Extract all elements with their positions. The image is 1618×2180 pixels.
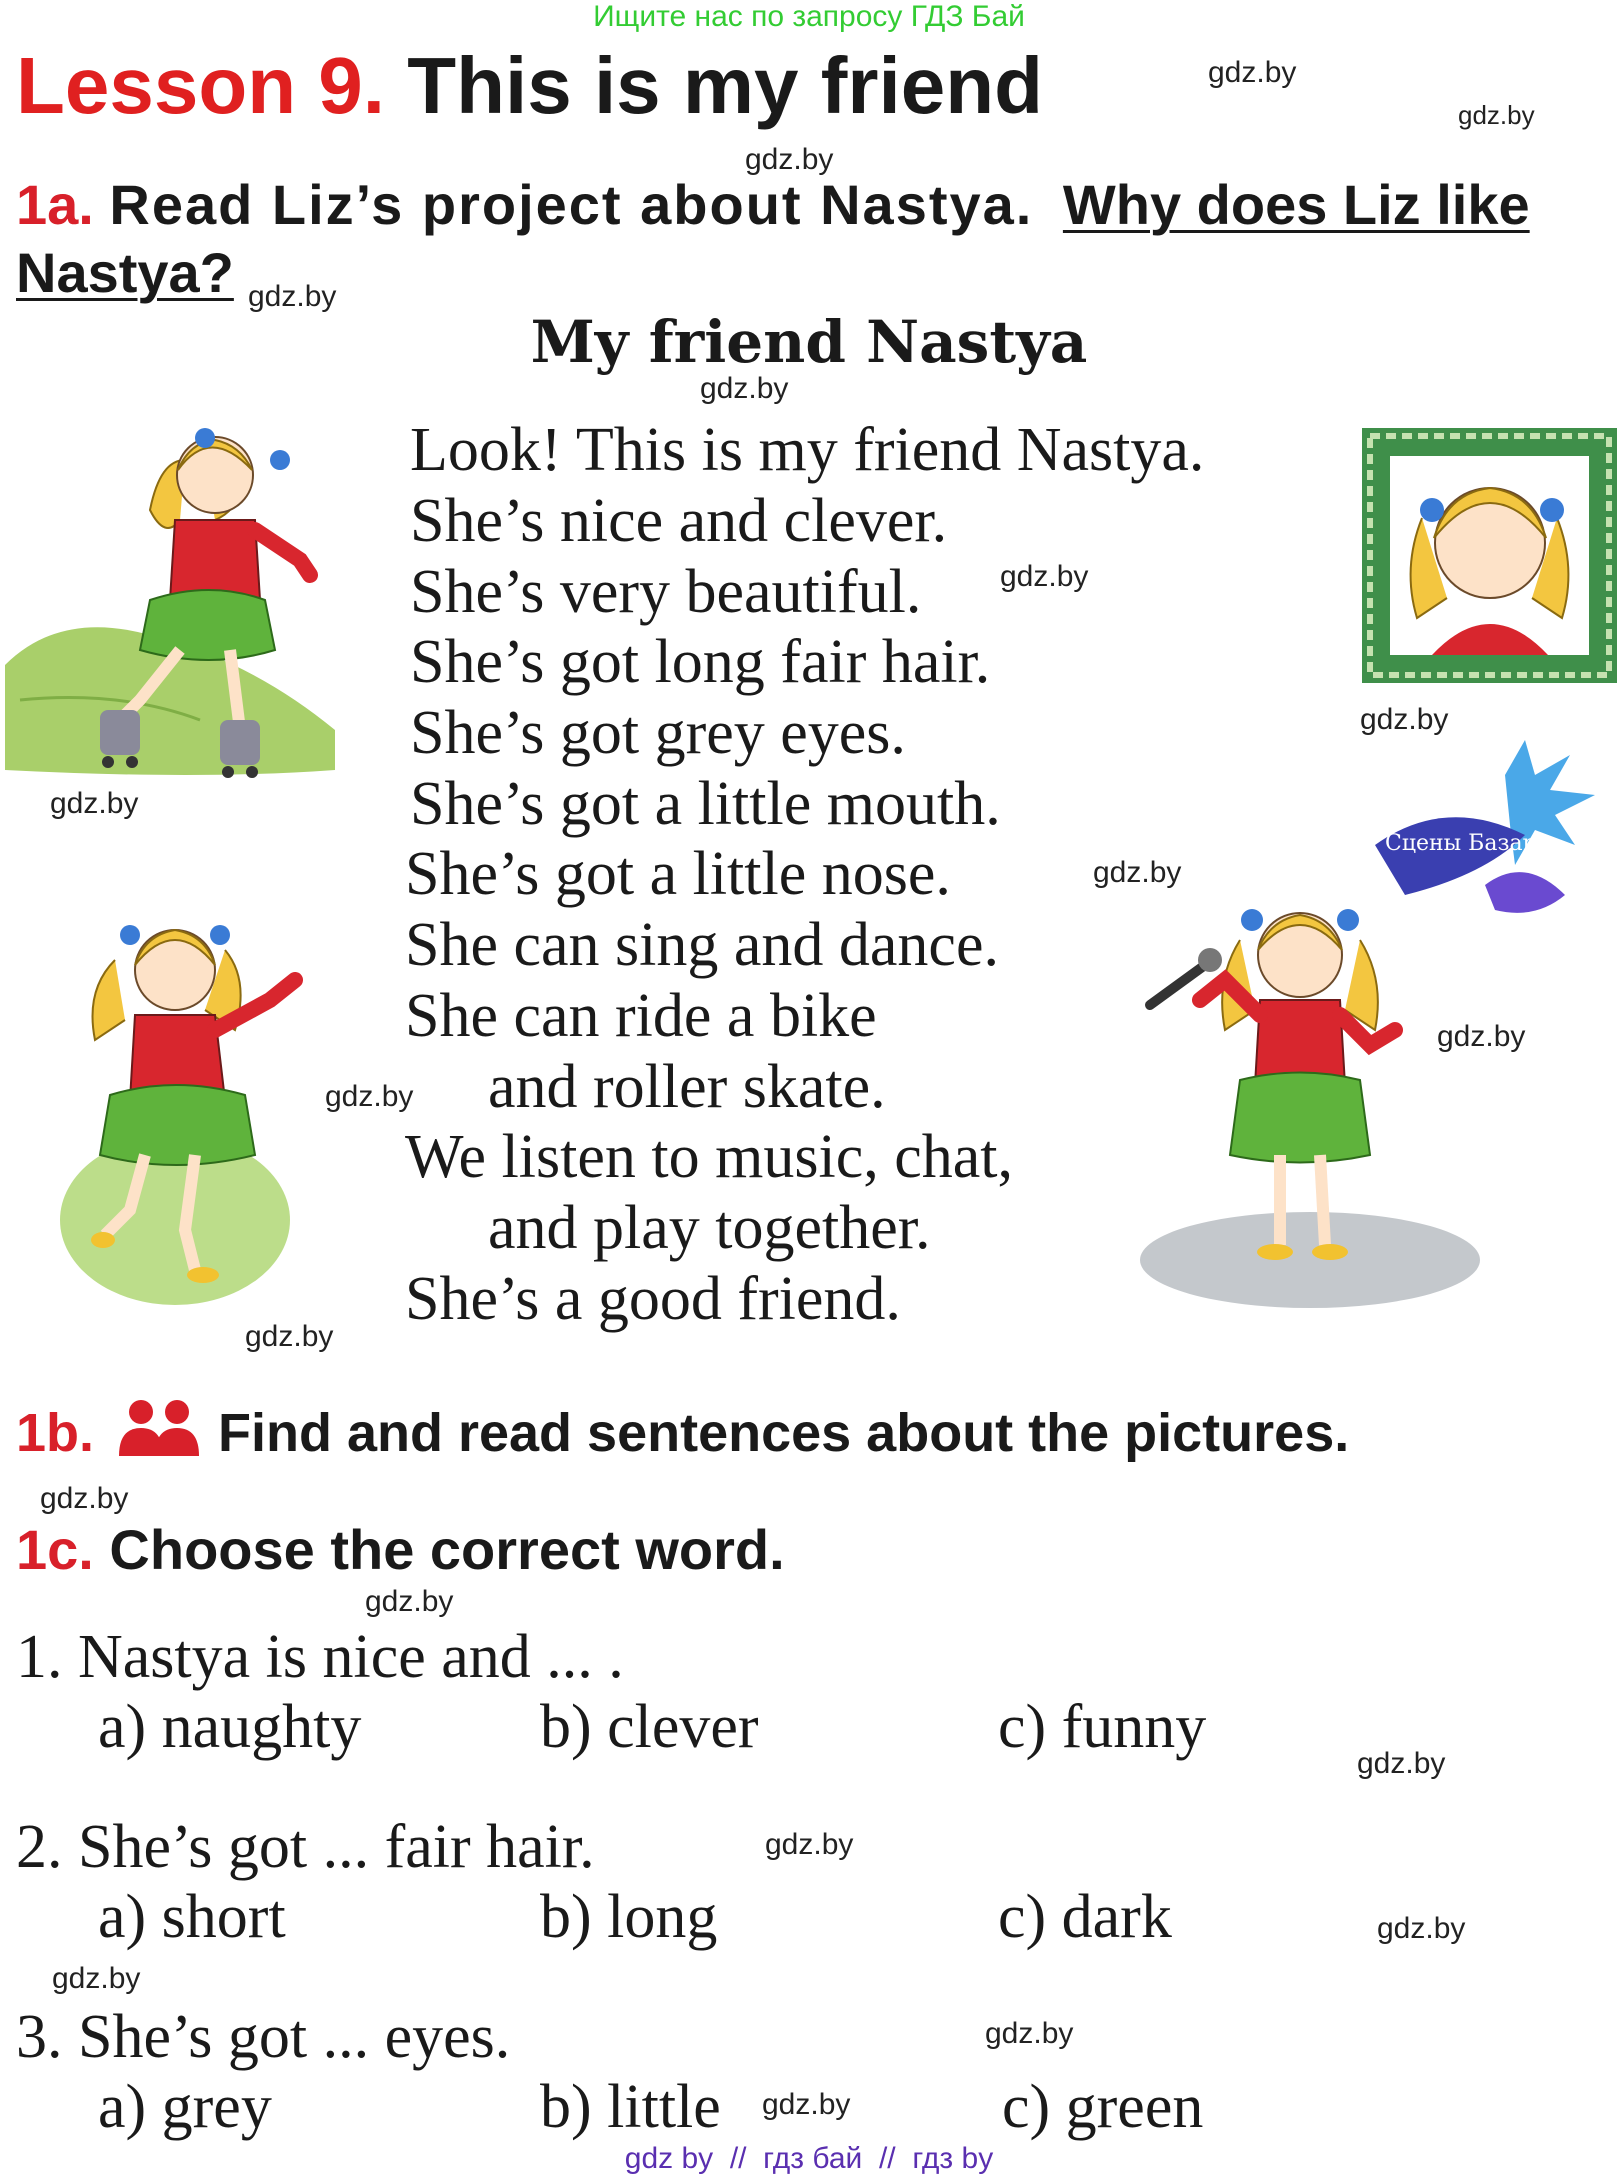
- poem-line: She’s got long fair hair.: [410, 628, 991, 696]
- watermark: gdz.by: [365, 1585, 454, 1618]
- poem-line: She’s got a little mouth.: [410, 770, 1001, 838]
- exercise-1b-heading: [16, 1402, 94, 1464]
- watermark: gdz.by: [745, 143, 834, 176]
- poem-line: She’s got a little nose.: [405, 840, 951, 908]
- girl-roller-skating-illustration: [0, 400, 345, 780]
- watermark: gdz.by: [325, 1080, 414, 1113]
- watermark: gdz.by: [52, 1962, 141, 1995]
- logo-text: Сцены Базар: [1385, 831, 1537, 856]
- watermark: gdz.by: [40, 1482, 129, 1515]
- watermark: gdz.by: [50, 787, 139, 820]
- top-banner: Ищите нас по запросу ГДЗ Бай: [593, 0, 1025, 33]
- question-3-option-a[interactable]: a) grey: [98, 2073, 272, 2141]
- girl-singing-illustration: [1130, 870, 1490, 1310]
- question-2: 2. She’s got ... fair hair.: [16, 1813, 595, 1881]
- poem-line: She’s nice and clever.: [410, 487, 948, 555]
- exercise-1a-heading: [16, 172, 1530, 237]
- question-1-option-c[interactable]: c) funny: [998, 1693, 1207, 1761]
- watermark: gdz.by: [1000, 560, 1089, 593]
- question-1: 1. Nastya is nice and ... .: [16, 1623, 624, 1691]
- exercise-1c-heading: [16, 1517, 785, 1582]
- question-1-option-a[interactable]: a) naughty: [98, 1693, 362, 1761]
- question-3-option-c[interactable]: c) green: [1002, 2073, 1204, 2141]
- question-2-option-c[interactable]: c) dark: [998, 1883, 1172, 1951]
- watermark: gdz.by: [765, 1828, 854, 1861]
- watermark: gdz.by: [762, 2088, 851, 2121]
- exercise-1b-number: 1b.: [16, 1403, 95, 1463]
- poem-line: and play together.: [488, 1194, 931, 1262]
- exercise-1a-question-cont: Nastya?: [16, 241, 234, 304]
- question-1-option-b[interactable]: b) clever: [540, 1693, 759, 1761]
- exercise-1c-text: Choose the correct word.: [109, 1518, 785, 1581]
- exercise-1a-question: Why does Liz like: [1062, 173, 1530, 236]
- poem-line: Look! This is my friend Nastya.: [410, 416, 1205, 484]
- watermark: gdz.by: [245, 1320, 334, 1353]
- watermark: gdz.by: [700, 372, 789, 405]
- exercise-1a-number: 1a.: [16, 173, 94, 236]
- poem-line: She’s a good friend.: [405, 1265, 901, 1333]
- exercise-1c-number: 1c.: [16, 1518, 94, 1581]
- watermark: gdz.by: [1093, 856, 1182, 889]
- watermark: gdz.by: [1357, 1747, 1446, 1780]
- question-3-option-b[interactable]: b) little: [540, 2073, 721, 2141]
- poem-line: She can ride a bike: [405, 982, 877, 1050]
- pair-work-icon: [117, 1398, 201, 1458]
- lesson-number: Lesson 9.: [16, 41, 386, 130]
- question-2-option-b[interactable]: b) long: [540, 1883, 718, 1951]
- watermark: gdz.by: [1377, 1912, 1466, 1945]
- poem-line: She’s very beautiful.: [410, 558, 922, 626]
- poem-line: and roller skate.: [488, 1053, 886, 1121]
- watermark: gdz.by: [248, 280, 337, 313]
- poem-line: She’s got grey eyes.: [410, 699, 906, 767]
- exercise-1b-text: Find and read sentences about the pictures.: [218, 1403, 1350, 1463]
- watermark: gdz.by: [1360, 703, 1449, 736]
- bottom-banner: gdz by // гдз бай // гдз by: [624, 2142, 994, 2175]
- poem-title: My friend Nastya: [530, 308, 1088, 376]
- watermark: gdz.by: [1458, 100, 1535, 130]
- lesson-title-text: This is my friend: [407, 41, 1043, 130]
- question-2-option-a[interactable]: a) short: [98, 1883, 286, 1951]
- framed-portrait-illustration: [1362, 428, 1617, 683]
- exercise-1a-text: Read Liz’s project about Nastya.: [109, 173, 1034, 236]
- girl-dancing-illustration: [35, 890, 335, 1320]
- poem-line: We listen to music, chat,: [405, 1123, 1013, 1191]
- lesson-title: [16, 40, 1043, 132]
- question-3: 3. She’s got ... eyes.: [16, 2003, 511, 2071]
- watermark: gdz.by: [1208, 56, 1297, 89]
- watermark: gdz.by: [1437, 1020, 1526, 1053]
- watermark: gdz.by: [985, 2017, 1074, 2050]
- poem-line: She can sing and dance.: [405, 911, 999, 979]
